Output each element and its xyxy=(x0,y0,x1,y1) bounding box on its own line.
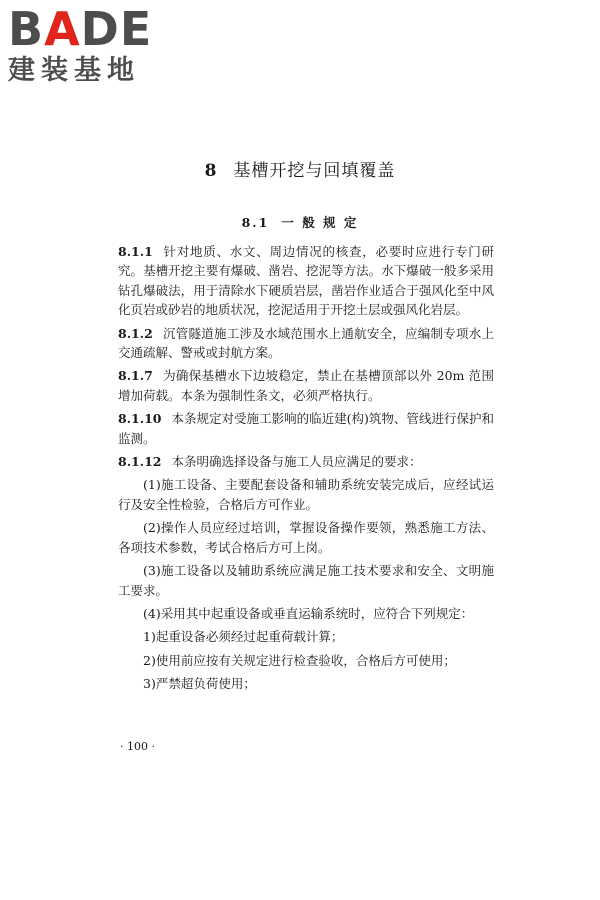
logo-subtitle: 建装基地 xyxy=(8,55,140,86)
chapter-number: 8 xyxy=(204,161,218,181)
clause-8-1-1 xyxy=(118,242,494,320)
clause-number: 8.1.1 xyxy=(118,244,153,259)
brand-logo xyxy=(8,4,178,96)
logo-letters-de: DE xyxy=(80,2,153,56)
clause-text: 本条明确选择设备与施工人员应满足的要求： xyxy=(171,454,422,470)
clause-8-1-10 xyxy=(118,409,494,448)
section-title xyxy=(0,213,600,231)
clause-text: 本条规定对受施工影响的临近建(构)筑物、管线进行保护和监测。 xyxy=(118,411,494,446)
sub-list-item: 3)严禁超负荷使用； xyxy=(143,676,256,692)
clause-number: 8.1.10 xyxy=(118,411,162,427)
clause-text: 针对地质、水文、周边情况的核查，必要时应进行专门研究。基槽开挖主要有爆破、凿岩、挖泥等方法。水下爆破一般多采用钻孔爆破法，用于清除水下硬质岩层，凿岩作业适合于强风化至中风化页岩或砂岩的地质状况，挖泥适用于开挖土层或强风化岩层。 xyxy=(118,244,494,318)
list-item: (4)采用其中起重设备或垂直运输系统时，应符合下列规定： xyxy=(143,605,474,621)
clause-8-1-2 xyxy=(118,324,494,363)
logo-letter-b: B xyxy=(8,2,45,56)
sub-list-item: 1)起重设备必须经过起重荷载计算； xyxy=(143,629,344,645)
chapter-title-text: 基槽开挖与回填覆盖 xyxy=(233,161,396,181)
logo-wordmark xyxy=(8,4,178,54)
list-item: (3)施工设备以及辅助系统应满足施工技术要求和安全、文明施工要求。 xyxy=(118,563,494,598)
section-title-text: 一 般 规 定 xyxy=(281,215,359,230)
clause-number: 8.1.2 xyxy=(118,325,153,341)
clause-8-1-12 xyxy=(118,452,494,471)
clause-number: 8.1.7 xyxy=(118,368,153,384)
clause-number: 8.1.12 xyxy=(118,454,162,470)
list-item: (1)施工设备、主要配套设备和辅助系统安装完成后，应经试运行及安全性检验，合格后方可作业。 xyxy=(118,477,494,512)
clause-8-1-7 xyxy=(118,366,494,405)
chapter-title xyxy=(0,156,600,181)
clause-text: 为确保基槽水下边坡稳定，禁止在基槽顶部以外 20m 范围增加荷载。本条为强制性条文，必须严格执行。 xyxy=(118,368,494,403)
page-number: · 100 · xyxy=(120,740,155,753)
section-number: 8.1 xyxy=(241,215,270,230)
logo-letter-a-accent: A xyxy=(44,2,81,56)
sub-list-item: 2)使用前应按有关规定进行检查验收，合格后方可使用； xyxy=(143,652,456,668)
list-item: (2)操作人员应经过培训，掌握设备操作要领，熟悉施工方法、各项技术参数，考试合格后方可上岗。 xyxy=(118,520,494,555)
document-body xyxy=(118,242,494,698)
clause-text: 沉管隧道施工涉及水域范围水上通航安全，应编制专项水上交通疏解、警戒或封航方案。 xyxy=(118,325,494,361)
